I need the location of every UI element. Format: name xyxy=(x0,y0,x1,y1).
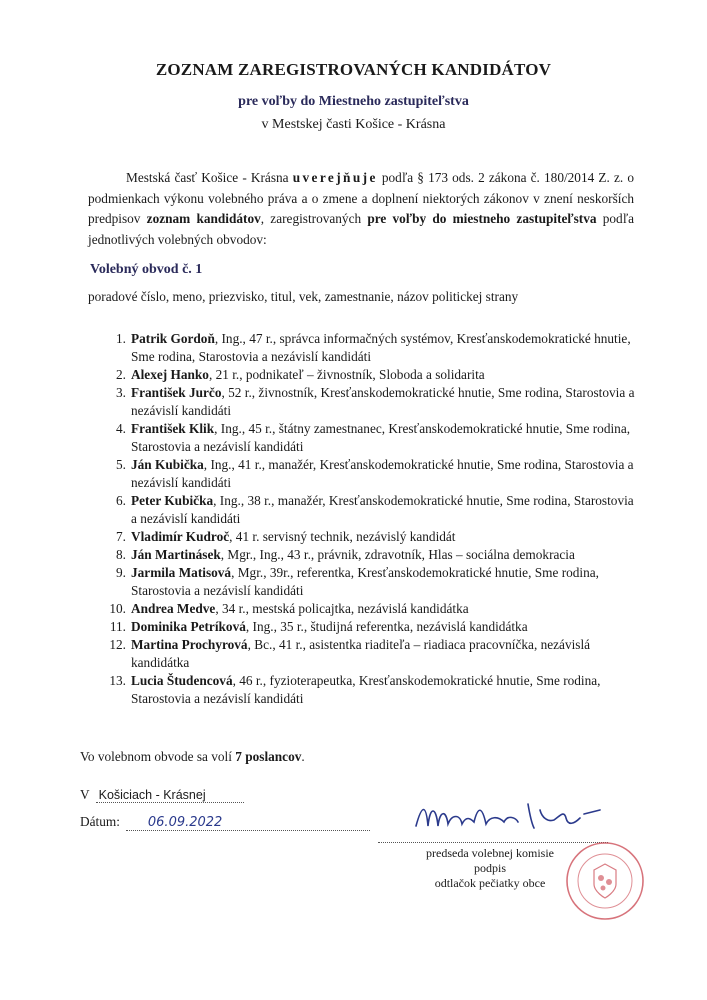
candidate-item xyxy=(100,456,640,492)
candidate-number: 11. xyxy=(109,619,126,634)
signature-caption-role: predseda volebnej komisie xyxy=(426,846,554,860)
district-heading: Volebný obvod č. 1 xyxy=(90,262,203,277)
candidate-item xyxy=(100,384,640,420)
document-title: ZOZNAM ZAREGISTROVANÝCH KANDIDÁTOV xyxy=(155,60,552,79)
candidate-details: , 41 r. servisný technik, nezávislý kandidát xyxy=(229,529,456,544)
candidate-details: , Ing., 35 r., študijná referentka, nezávislá kandidátka xyxy=(245,619,528,634)
candidate-details: , Mgr., Ing., 43 r., právnik, zdravotník, Hlas – sociálna demokracia xyxy=(220,547,575,562)
candidate-details: , Ing., 45 r., štátny zamestnanec, Kresťanskodemokratické hnutie, Sme rodina, Starostovia a nezávislí kandidáti xyxy=(131,421,631,454)
candidate-item xyxy=(100,600,640,618)
seats-count: 7 poslancov xyxy=(235,749,302,764)
candidate-item xyxy=(100,564,640,600)
candidate-details: , 34 r., mestská policajtka, nezávislá kandidátka xyxy=(215,601,469,616)
candidate-item xyxy=(100,672,640,708)
candidate-item xyxy=(100,546,640,564)
seats-text-1: Vo volebnom obvode sa volí xyxy=(80,749,236,764)
document-subtitle-election: pre voľby do Miestneho zastupiteľstva xyxy=(238,94,469,109)
intro-text-1: Mestská časť Košice - Krásna xyxy=(126,170,293,185)
place-value: Košiciach - Krásnej xyxy=(96,788,244,803)
intro-paragraph xyxy=(88,168,634,250)
district-legend: poradové číslo, meno, priezvisko, titul, vek, zamestnanie, názov politickej strany xyxy=(88,289,519,304)
candidate-name: Patrik Gordoň xyxy=(131,331,215,346)
candidate-details: , Mgr., 39r., referentka, Kresťanskodemokratické hnutie, Sme rodina, Starostovia a nezávislí kandidáti xyxy=(131,565,599,598)
intro-text-3: , zaregistrovaných xyxy=(260,211,368,226)
candidate-name: Jarmila Matisová xyxy=(131,565,232,580)
candidate-details: , Ing., 47 r., správca informačných systémov, Kresťanskodemokratické hnutie, Sme rodina, Starostovia a nezávislí kandidáti xyxy=(131,331,631,364)
candidate-item xyxy=(100,636,640,672)
candidate-details: , 52 r., živnostník, Kresťanskodemokratické hnutie, Sme rodina, Starostovia a nezávislí kandidáti xyxy=(131,385,635,418)
candidate-item xyxy=(100,420,640,456)
candidate-name: Ján Kubička xyxy=(131,457,204,472)
candidate-list xyxy=(100,330,640,708)
candidate-details: , 21 r., podnikateľ – živnostník, Sloboda a solidarita xyxy=(208,367,485,382)
signature-icon xyxy=(408,796,608,844)
candidate-number: 2. xyxy=(116,367,126,382)
candidate-name: Dominika Petríková xyxy=(131,619,246,634)
intro-spaced-word: uverejňuje xyxy=(292,170,378,185)
candidate-name: Peter Kubička xyxy=(131,493,214,508)
candidate-item xyxy=(100,366,640,384)
candidate-item xyxy=(100,330,640,366)
date-value: 06.09.2022 xyxy=(126,815,370,831)
candidate-number: 1. xyxy=(116,331,126,346)
candidate-number: 4. xyxy=(116,421,126,436)
candidate-details: , Ing., 41 r., manažér, Kresťanskodemokratické hnutie, Sme rodina, Starostovia a nezávislí kandidáti xyxy=(131,457,634,490)
date-label: Dátum: xyxy=(80,814,120,829)
intro-text-4: podľa jednotlivých volebných obvodov: xyxy=(88,211,635,247)
candidate-name: Alexej Hanko xyxy=(131,367,209,382)
document-subtitle-district: v Mestskej časti Košice - Krásna xyxy=(261,117,446,132)
candidate-number: 5. xyxy=(116,457,126,472)
candidate-details: , Bc., 41 r., asistentka riaditeľa – riadiaca pracovníčka, nezávislá kandidátka xyxy=(131,637,591,670)
place-row xyxy=(80,787,244,803)
candidate-item xyxy=(100,528,640,546)
candidate-name: František Jurčo xyxy=(131,385,222,400)
candidate-name: Martina Prochyrová xyxy=(131,637,248,652)
candidate-name: Lucia Študencová xyxy=(131,673,233,688)
official-stamp-icon xyxy=(564,840,646,922)
candidate-number: 10. xyxy=(109,601,126,616)
candidate-name: Vladimír Kudroč xyxy=(131,529,230,544)
intro-bold-1: zoznam kandidátov xyxy=(146,211,261,226)
date-row xyxy=(80,814,370,831)
seats-statement xyxy=(80,749,305,765)
place-label: V xyxy=(80,787,90,802)
intro-text-2: podľa § 173 ods. 2 zákona č. 180/2014 Z. z. o podmienkach výkonu volebného práva a o zmene a doplnení niektorých zákonov v znení neskorších predpisov xyxy=(88,170,634,226)
candidate-number: 7. xyxy=(116,529,126,544)
candidate-number: 13. xyxy=(109,673,126,688)
candidate-name: Andrea Medve xyxy=(131,601,216,616)
intro-bold-2: pre voľby do miestneho zastupiteľstva xyxy=(367,211,597,226)
candidate-number: 8. xyxy=(116,547,126,562)
candidate-number: 12. xyxy=(109,637,126,652)
candidate-name: František Klik xyxy=(131,421,215,436)
signature-caption-stamp: odtlačok pečiatky obce xyxy=(434,876,546,890)
candidate-item xyxy=(100,618,640,636)
candidate-details: , 46 r., fyzioterapeutka, Kresťanskodemokratické hnutie, Sme rodina, Starostovia a nezávislí kandidáti xyxy=(131,673,601,706)
candidate-number: 6. xyxy=(116,493,126,508)
candidate-number: 9. xyxy=(116,565,126,580)
signature-caption-sign: podpis xyxy=(473,861,506,875)
candidate-details: , Ing., 38 r., manažér, Kresťanskodemokratické hnutie, Sme rodina, Starostovia a nezávislí kandidáti xyxy=(131,493,634,526)
seats-text-2: . xyxy=(301,749,305,764)
candidate-item xyxy=(100,492,640,528)
candidate-name: Ján Martinásek xyxy=(131,547,221,562)
candidate-number: 3. xyxy=(116,385,126,400)
